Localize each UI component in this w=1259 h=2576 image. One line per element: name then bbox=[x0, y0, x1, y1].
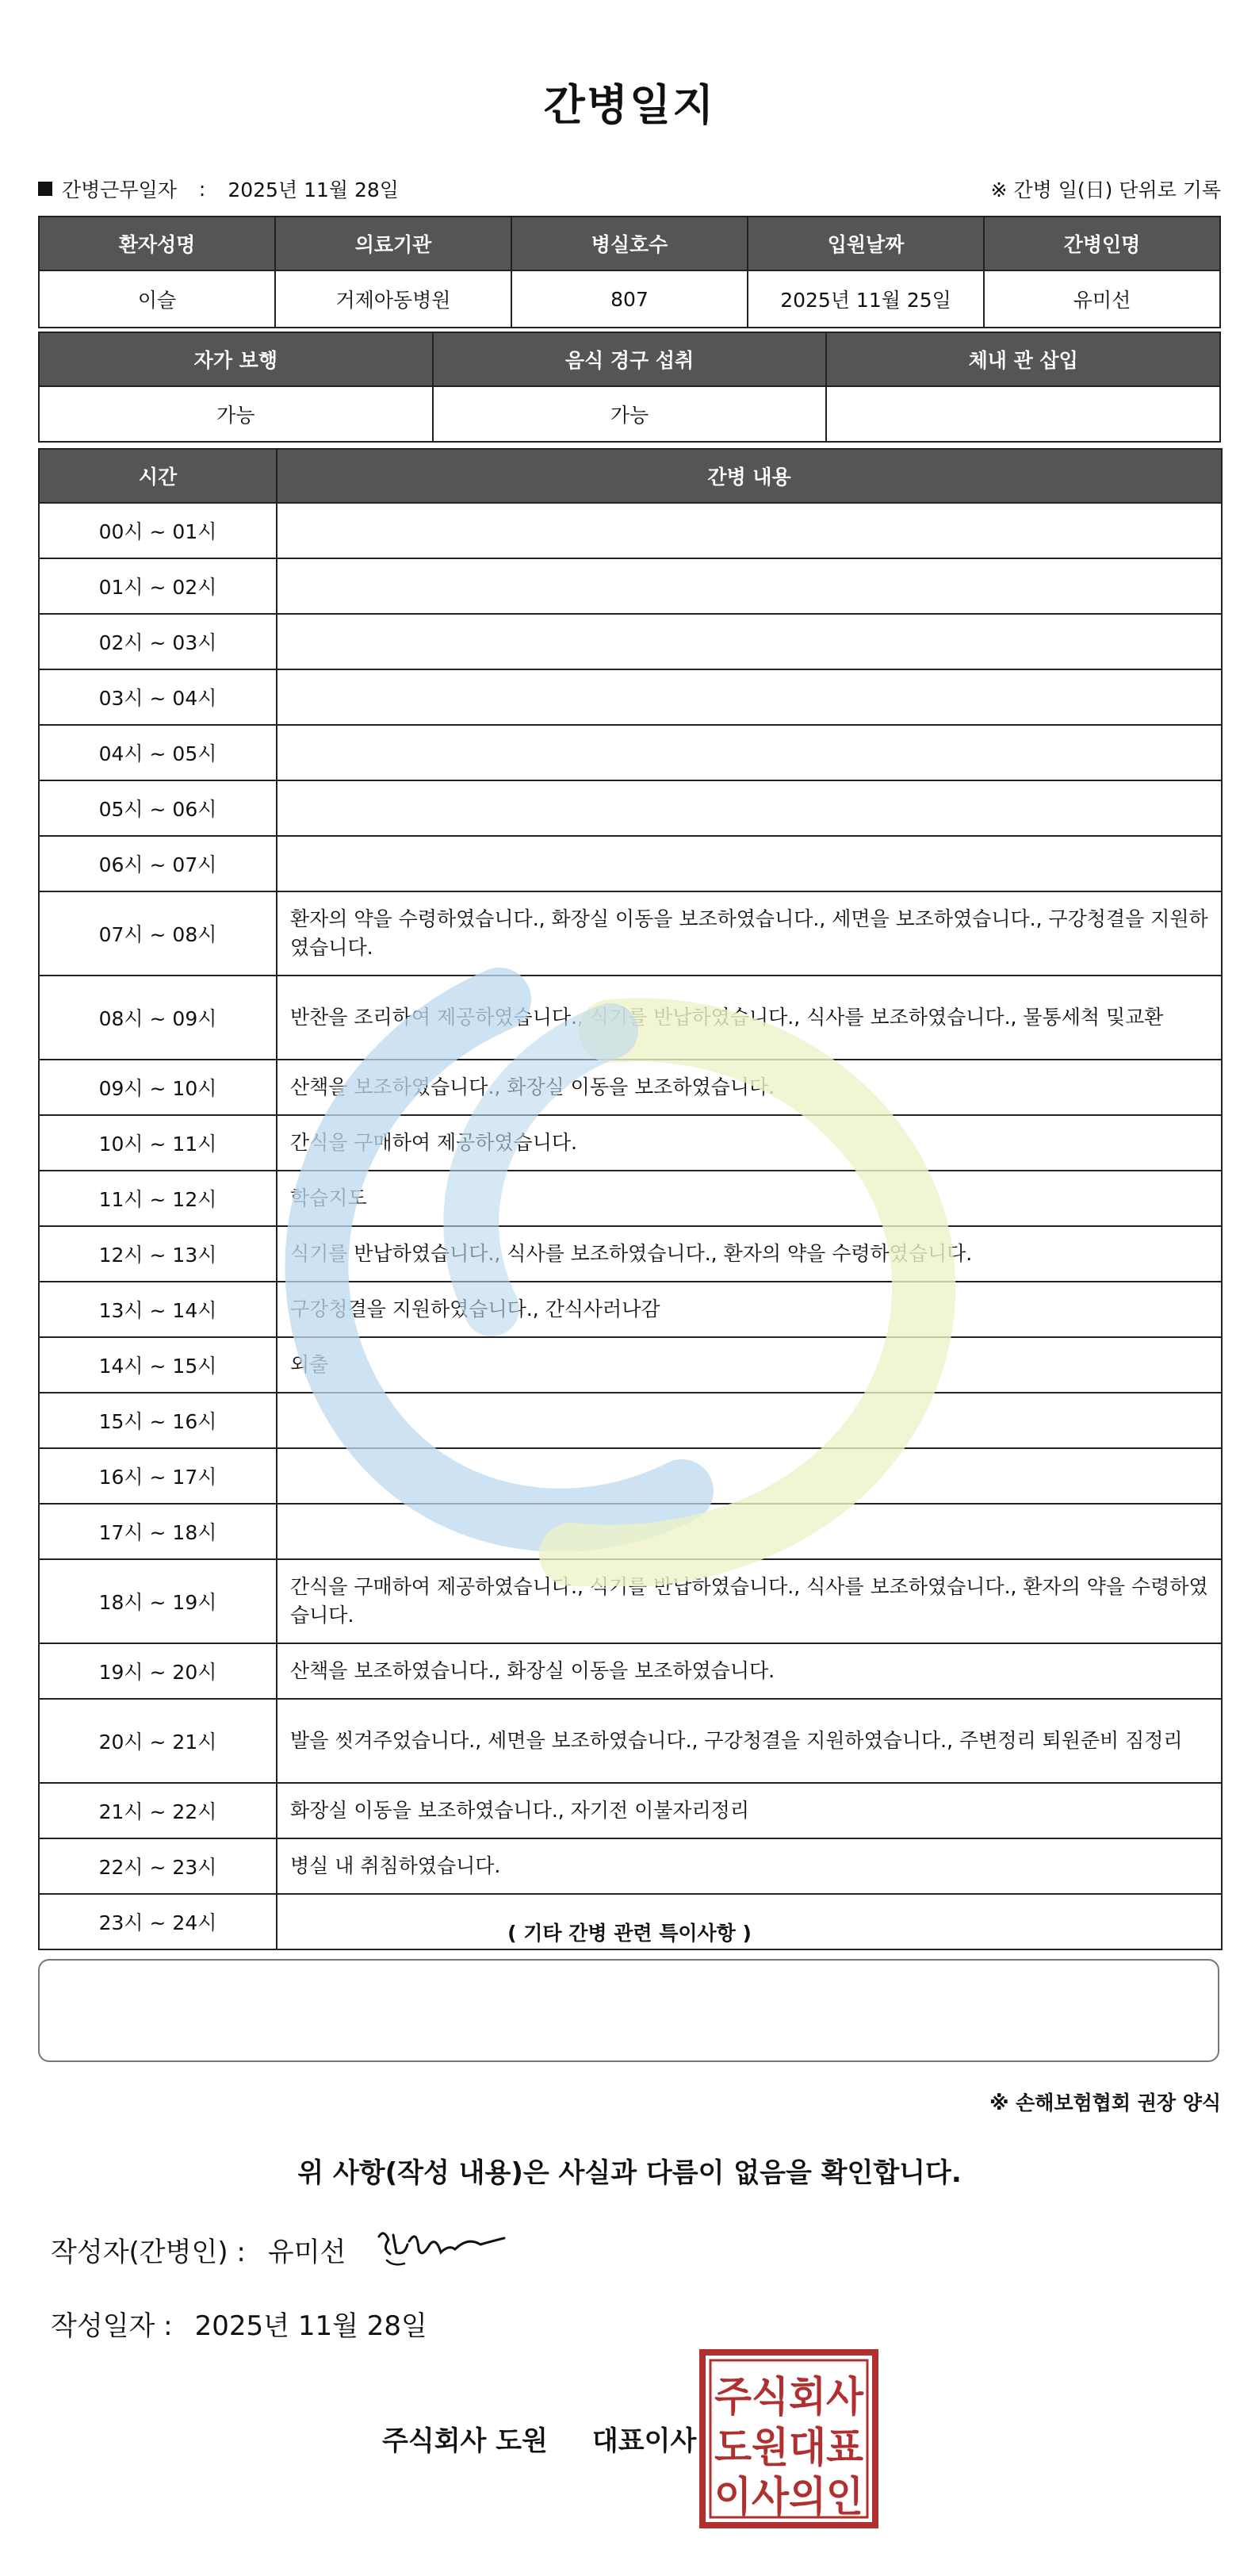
notes-box bbox=[38, 1959, 1219, 2062]
seal-line-2: 도원대표 bbox=[714, 2425, 863, 2472]
care-log-time: 15시 ~ 16시 bbox=[39, 1393, 277, 1448]
care-log-content: 구강청결을 지원하였습니다., 간식사러나감 bbox=[277, 1282, 1222, 1337]
care-log-content bbox=[277, 780, 1222, 836]
work-date bbox=[38, 174, 399, 203]
work-date-colon: : bbox=[198, 177, 206, 201]
care-log-time: 00시 ~ 01시 bbox=[39, 503, 277, 558]
care-log-content: 반찬을 조리하여 제공하였습니다., 식기를 반납하였습니다., 식사를 보조하였습니다., 물통세척 및교환 bbox=[277, 976, 1222, 1060]
care-log-time: 09시 ~ 10시 bbox=[39, 1060, 277, 1115]
care-log-time: 01시 ~ 02시 bbox=[39, 558, 277, 614]
unit-note: ※ 간병 일(日) 단위로 기록 bbox=[990, 178, 1221, 201]
care-log-time: 23시 ~ 24시 bbox=[39, 1894, 277, 1949]
care-log-row bbox=[39, 1115, 1222, 1171]
work-date-label: 간병근무일자 bbox=[62, 178, 177, 201]
care-log-content: 간식을 구매하여 제공하였습니다. bbox=[277, 1115, 1222, 1171]
header-tube-insertion: 체내 관 삽입 bbox=[826, 332, 1220, 386]
care-log-row bbox=[39, 976, 1222, 1060]
notes-title: ( 기타 간병 관련 특이사항 ) bbox=[507, 1922, 752, 1945]
square-bullet-icon bbox=[38, 182, 52, 196]
care-log-body bbox=[39, 503, 1222, 1949]
care-log-time: 03시 ~ 04시 bbox=[39, 669, 277, 725]
patient-status-table bbox=[38, 332, 1221, 443]
patient-info-table bbox=[38, 216, 1221, 328]
seal-line-3: 이사의인 bbox=[714, 2474, 863, 2521]
care-log-content: 환자의 약을 수령하였습니다., 화장실 이동을 보조하였습니다., 세면을 보조하였습니다., 구강청결을 지원하였습니다. bbox=[277, 891, 1222, 976]
patient-name: 이슬 bbox=[39, 270, 275, 328]
header-hospital: 의료기관 bbox=[275, 217, 511, 270]
care-log-time: 07시 ~ 08시 bbox=[39, 891, 277, 976]
care-log-row bbox=[39, 1226, 1222, 1282]
care-log-row bbox=[39, 1282, 1222, 1337]
company-title: 대표이사 bbox=[591, 2425, 697, 2457]
written-date-label: 작성일자 : bbox=[51, 2310, 173, 2342]
care-log-content: 병실 내 취침하였습니다. bbox=[277, 1838, 1222, 1894]
care-log-row bbox=[39, 1060, 1222, 1115]
header-caregiver: 간병인명 bbox=[984, 217, 1220, 270]
care-log-content bbox=[277, 503, 1222, 558]
care-log-content bbox=[277, 669, 1222, 725]
writer-label: 작성자(간병인) : bbox=[51, 2237, 246, 2268]
care-log-time: 13시 ~ 14시 bbox=[39, 1282, 277, 1337]
written-date-value: 2025년 11월 28일 bbox=[194, 2310, 427, 2342]
care-log-content: 식기를 반납하였습니다., 식사를 보조하였습니다., 환자의 약을 수령하였습니다. bbox=[277, 1226, 1222, 1282]
care-log-time: 20시 ~ 21시 bbox=[39, 1699, 277, 1783]
care-log-content bbox=[277, 1448, 1222, 1504]
care-log-row bbox=[39, 836, 1222, 891]
room-number: 807 bbox=[511, 270, 748, 328]
oral-intake-value: 가능 bbox=[433, 386, 827, 442]
seal-line-1: 주식회사 bbox=[714, 2374, 864, 2421]
care-log-row bbox=[39, 1699, 1222, 1783]
header-oral-intake: 음식 경구 섭취 bbox=[433, 332, 827, 386]
header-admission-date: 입원날짜 bbox=[748, 217, 984, 270]
care-log-row bbox=[39, 1504, 1222, 1559]
care-log-row bbox=[39, 669, 1222, 725]
company-name: 주식회사 도원 bbox=[382, 2425, 548, 2457]
signature-icon bbox=[373, 2221, 507, 2284]
writer-row bbox=[51, 2230, 346, 2269]
care-log-row bbox=[39, 1783, 1222, 1838]
company-seal-icon bbox=[698, 2348, 880, 2530]
care-log-content: 발을 씻겨주었습니다., 세면을 보조하였습니다., 구강청결을 지원하였습니다., 주변정리 퇴원준비 짐정리 bbox=[277, 1699, 1222, 1783]
care-log-time: 14시 ~ 15시 bbox=[39, 1337, 277, 1393]
admission-date: 2025년 11월 25일 bbox=[748, 270, 984, 328]
care-log-time: 11시 ~ 12시 bbox=[39, 1171, 277, 1226]
care-log-content: 산책을 보조하였습니다., 화장실 이동을 보조하였습니다. bbox=[277, 1643, 1222, 1699]
care-log-content bbox=[277, 836, 1222, 891]
care-log-row bbox=[39, 1171, 1222, 1226]
header-patient-name: 환자성명 bbox=[39, 217, 275, 270]
status-value-row bbox=[39, 386, 1220, 442]
tube-insertion-value bbox=[826, 386, 1220, 442]
care-log-time: 17시 ~ 18시 bbox=[39, 1504, 277, 1559]
care-log-row bbox=[39, 780, 1222, 836]
form-note: ※ 손해보험협회 권장 양식 bbox=[989, 2091, 1221, 2114]
care-log-row bbox=[39, 1448, 1222, 1504]
header-room: 병실호수 bbox=[511, 217, 748, 270]
header-time: 시간 bbox=[39, 449, 277, 503]
care-log-row bbox=[39, 503, 1222, 558]
self-walking-value: 가능 bbox=[39, 386, 433, 442]
header-care-content: 간병 내용 bbox=[277, 449, 1222, 503]
page-title: 간병일지 bbox=[543, 80, 716, 130]
written-date-row bbox=[51, 2304, 427, 2343]
work-date-value: 2025년 11월 28일 bbox=[228, 178, 399, 201]
status-header-row bbox=[39, 332, 1220, 386]
care-log-row bbox=[39, 1337, 1222, 1393]
care-log-time: 19시 ~ 20시 bbox=[39, 1643, 277, 1699]
care-log-content bbox=[277, 1504, 1222, 1559]
care-log-content: 학습지도 bbox=[277, 1171, 1222, 1226]
patient-info-header-row bbox=[39, 217, 1220, 270]
care-log-content bbox=[277, 614, 1222, 669]
header-self-walking: 자가 보행 bbox=[39, 332, 433, 386]
care-log-row bbox=[39, 614, 1222, 669]
hospital-name: 거제아동병원 bbox=[275, 270, 511, 328]
patient-info-value-row bbox=[39, 270, 1220, 328]
care-log-time: 08시 ~ 09시 bbox=[39, 976, 277, 1060]
care-log-row bbox=[39, 1838, 1222, 1894]
care-log-row bbox=[39, 1393, 1222, 1448]
care-log-time: 22시 ~ 23시 bbox=[39, 1838, 277, 1894]
care-log-content bbox=[277, 1393, 1222, 1448]
care-log-header-row bbox=[39, 449, 1222, 503]
care-log-time: 12시 ~ 13시 bbox=[39, 1226, 277, 1282]
care-log-content: 외출 bbox=[277, 1337, 1222, 1393]
care-log-row bbox=[39, 725, 1222, 780]
caregiver-name: 유미선 bbox=[984, 270, 1220, 328]
care-log-table bbox=[38, 448, 1223, 1950]
care-log-row bbox=[39, 891, 1222, 976]
care-log-content: 산책을 보조하였습니다., 화장실 이동을 보조하였습니다. bbox=[277, 1060, 1222, 1115]
care-log-time: 02시 ~ 03시 bbox=[39, 614, 277, 669]
care-log-row bbox=[39, 1643, 1222, 1699]
care-log-time: 18시 ~ 19시 bbox=[39, 1559, 277, 1643]
care-log-row bbox=[39, 558, 1222, 614]
care-log-time: 04시 ~ 05시 bbox=[39, 725, 277, 780]
care-log-content bbox=[277, 725, 1222, 780]
care-log-content bbox=[277, 558, 1222, 614]
care-log-content: 화장실 이동을 보조하였습니다., 자기전 이불자리정리 bbox=[277, 1783, 1222, 1838]
care-log-time: 10시 ~ 11시 bbox=[39, 1115, 277, 1171]
meta-row bbox=[38, 173, 1221, 205]
care-log-content: 간식을 구매하여 제공하였습니다., 식기를 반납하였습니다., 식사를 보조하였습니다., 환자의 약을 수령하였습니다. bbox=[277, 1559, 1222, 1643]
care-log-row bbox=[39, 1559, 1222, 1643]
care-log-time: 21시 ~ 22시 bbox=[39, 1783, 277, 1838]
care-log-time: 06시 ~ 07시 bbox=[39, 836, 277, 891]
writer-name: 유미선 bbox=[267, 2237, 346, 2268]
company-signoff bbox=[382, 2419, 696, 2458]
confirmation-statement: 위 사항(작성 내용)은 사실과 다름이 없음을 확인합니다. bbox=[297, 2157, 962, 2189]
care-log-time: 16시 ~ 17시 bbox=[39, 1448, 277, 1504]
care-log-time: 05시 ~ 06시 bbox=[39, 780, 277, 836]
